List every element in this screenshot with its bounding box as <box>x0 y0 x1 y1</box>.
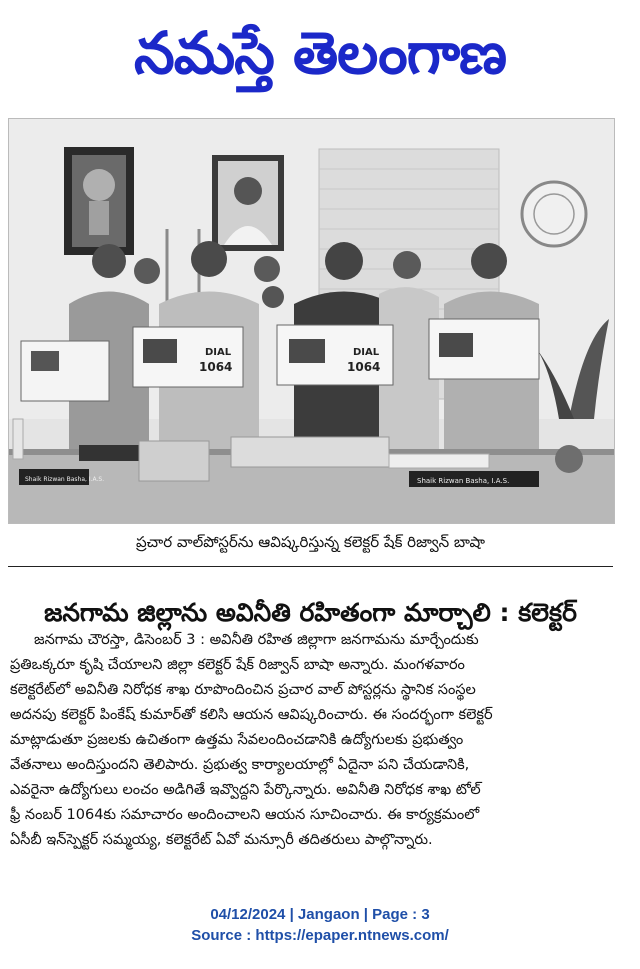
poster-number-text-2: 1064 <box>347 360 381 374</box>
article-body <box>10 628 613 853</box>
footer-source-link[interactable]: Source : https://epaper.ntnews.com/ <box>191 927 449 944</box>
poster-dial-text-2: DIAL <box>353 347 380 358</box>
body-line: ఎవరైనా ఉద్యోగులు లంచం అడిగితే ఇవ్వొద్దని పేర్కొన్నారు. అవినీతి నిరోధక శాఖ టోల్ <box>10 782 481 798</box>
poster-dial-text: DIAL <box>205 347 232 358</box>
body-line: అదనపు కలెక్టర్ పింకేష్ కుమార్‌తో కలిసి ఆయన ఆవిష్కరించారు. ఈ సందర్భంగా కలెక్టర్ <box>10 707 493 723</box>
masthead <box>0 0 640 105</box>
poster-number-text: 1064 <box>199 360 233 374</box>
news-photo <box>8 118 615 524</box>
body-line: మాట్లాడుతూ ప్రజలకు ఉచితంగా ఉత్తమ సేవలందించడానికి ఉద్యోగులకు ప్రభుత్వం <box>10 732 464 748</box>
news-photo-illustration <box>9 119 614 523</box>
photo-caption: ప్రచార వాల్‌పోస్టర్‌ను ఆవిష్కరిస్తున్న కలెక్టర్ షేక్ రిజ్వాన్ బాషా <box>135 533 486 551</box>
body-line: జనగామ చౌరస్తా, డిసెంబర్ 3 : అవినీతి రహిత జిల్లాగా జనగామను మార్చేందుకు <box>34 632 479 648</box>
newspaper-logo-title: నమస్తే తెలంగాణ <box>134 18 506 87</box>
body-line: ఏసీబీ ఇన్‌స్పెక్టర్ సమ్మయ్య, కలెక్టరేట్ ఏవో మన్సూరీ తదితరులు పాల్గొన్నారు. <box>10 832 433 848</box>
body-line: ఫ్రీ నంబర్ 1064కు సమాచారం అందించాలని ఆయన సూచించారు. ఈ కార్యక్రమంలో <box>10 807 480 823</box>
svg-text:Shaik Rizwan Basha, I.A.S.: Shaik Rizwan Basha, I.A.S. <box>417 477 510 485</box>
seal-emblem <box>522 182 586 246</box>
body-line: వేతనాలు అందిస్తుందని తెలిపారు. ప్రభుత్వ కార్యాలయాల్లో ఏదైనా పని చేయడానికి, <box>10 757 470 773</box>
page-footer <box>0 904 640 946</box>
caption-divider <box>8 566 613 567</box>
footer-date-edition: 04/12/2024 | Jangaon | Page : 3 <box>210 906 430 923</box>
body-line: ప్రతిఒక్కరూ కృషి చేయాలని జిల్లా కలెక్టర్ షేక్ రిజ్వాన్ బాషా అన్నారు. మంగళవారం <box>10 657 465 673</box>
body-line: కలెక్టరేట్‌లో అవినీతి నిరోధక శాఖ రూపొందించిన ప్రచార వాల్ పోస్టర్లను స్థానిక సంస్థల <box>10 682 476 698</box>
article-headline: జనగామ జిల్లాను అవినీతి రహితంగా మార్చాలి : కలెక్టర్ <box>44 597 577 627</box>
svg-text:Shaik Rizwan Basha, I.A.S.: Shaik Rizwan Basha, I.A.S. <box>25 476 105 483</box>
